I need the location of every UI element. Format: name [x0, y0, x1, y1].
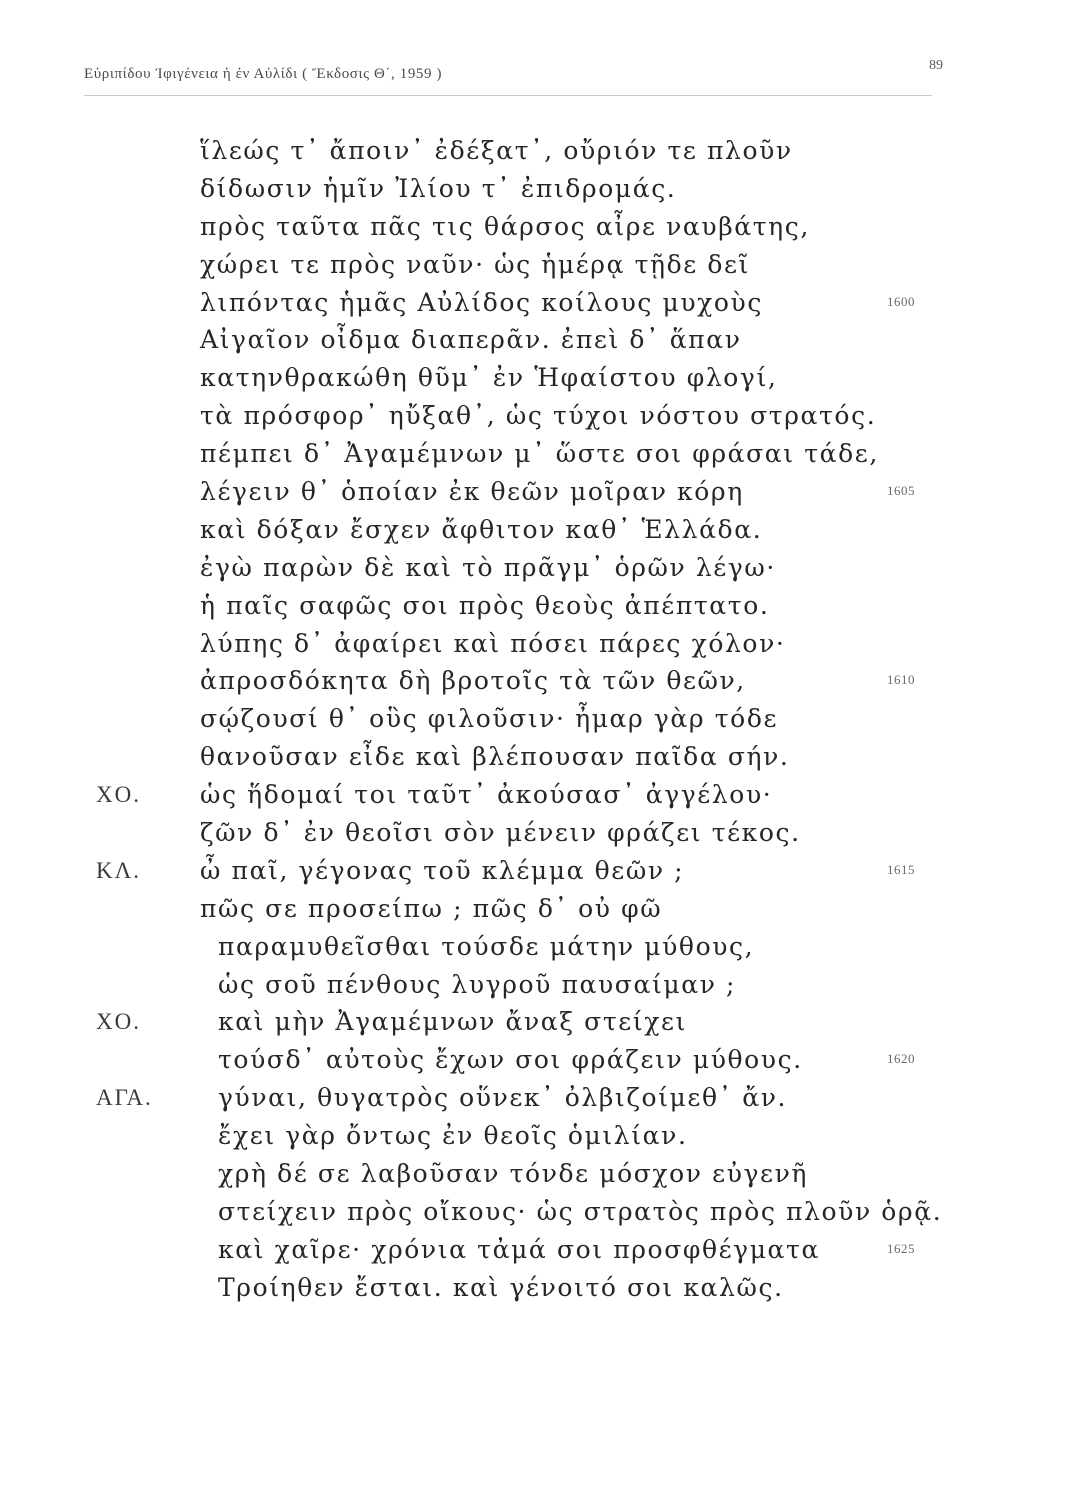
verse-line: [0, 1003, 1071, 1041]
verse-text: δίδωσιν ἡμῖν Ἰλίου τ᾽ ἐπιδρομάς.: [200, 173, 677, 203]
verse-text: κατηνθρακώθη θῦμ᾽ ἐν Ἡφαίστου φλογί,: [200, 363, 778, 393]
verse-text: ὡς ἥδομαί τοι ταῦτ᾽ ἀκούσασ᾽ ἀγγέλου·: [200, 780, 773, 810]
verse-text: ἔχει γὰρ ὄντως ἐν θεοῖς ὁμιλίαν.: [218, 1121, 688, 1151]
line-number: 1605: [887, 483, 915, 499]
verse-text: θανοῦσαν εἶδε καὶ βλέπουσαν παῖδα σήν.: [200, 742, 790, 772]
line-number: 1610: [887, 672, 915, 688]
verse-text: ἐγὼ παρὼν δὲ καὶ τὸ πρᾶγμ᾽ ὁρῶν λέγω·: [200, 552, 776, 582]
verse-text: χρὴ δέ σε λαβοῦσαν τόνδε μόσχον εὐγενῆ: [218, 1159, 808, 1189]
verse-text: ἀπροσδόκητα δὴ βροτοῖς τὰ τῶν θεῶν,: [200, 666, 746, 696]
verse-text: ἵλεώς τ᾽ ἄποιν᾽ ἐδέξατ᾽, οὔριόν τε πλοῦν: [200, 136, 793, 165]
verse-text: ἡ παῖς σαφῶς σοι πρὸς θεοὺς ἀπέπτατο.: [200, 590, 770, 620]
verse-line: [0, 208, 1071, 246]
verse-line: [0, 284, 1071, 322]
verse-text: ὡς σοῦ πένθους λυγροῦ παυσαίμαν ;: [218, 969, 737, 999]
verse-text: λέγειν θ᾽ ὁποίαν ἐκ θεῶν μοῖραν κόρη: [200, 477, 744, 507]
verse-text: πέμπει δ᾽ Ἀγαμέμνων μ᾽ ὥστε σοι φράσαι τάδε,: [200, 439, 879, 469]
verse-line: [0, 1155, 1071, 1193]
verse-line: [0, 549, 1071, 587]
verse-line: [0, 397, 1071, 435]
verse-line: [0, 966, 1071, 1004]
verse-line: [0, 852, 1071, 890]
verse-line: [0, 700, 1071, 738]
verse-line: [0, 1079, 1071, 1117]
verse-line: [0, 776, 1071, 814]
speaker-label: ΑΓΑ.: [96, 1085, 153, 1111]
verse-line: [0, 890, 1071, 928]
verse-line: [0, 625, 1071, 663]
line-number: 1625: [887, 1240, 915, 1256]
verse-line: [0, 1041, 1071, 1079]
verse-line: [0, 662, 1071, 700]
verse-line: [0, 435, 1071, 473]
verse-line: [0, 321, 1071, 359]
line-number: 1615: [887, 861, 915, 877]
header-rule: [84, 95, 932, 96]
verse-text: καὶ δόξαν ἔσχεν ἄφθιτον καθ᾽ Ἑλλάδα.: [200, 514, 763, 544]
verse-text: λύπης δ᾽ ἀφαίρει καὶ πόσει πάρες χόλον·: [200, 628, 786, 658]
verse-line: [0, 170, 1071, 208]
verse-block: [0, 132, 1071, 1307]
verse-text: παραμυθεῖσθαι τούσδε μάτην μύθους,: [218, 931, 755, 961]
verse-text: πῶς σε προσείπω ; πῶς δ᾽ οὐ φῶ: [200, 893, 663, 923]
verse-line: [0, 1269, 1071, 1307]
verse-text: καὶ μὴν Ἀγαμέμνων ἄναξ στείχει: [218, 1007, 687, 1037]
verse-text: γύναι, θυγατρὸς οὕνεκ᾽ ὀλβιζοίμεθ᾽ ἄν.: [218, 1083, 788, 1113]
verse-line: [0, 359, 1071, 397]
verse-text: τὰ πρόσφορ᾽ ηὔξαθ᾽, ὡς τύχοι νόστου στρατός.: [200, 401, 877, 431]
verse-text: Τροίηθεν ἔσται. καὶ γένοιτό σοι καλῶς.: [218, 1272, 784, 1302]
verse-text: στείχειν πρὸς οἴκους· ὡς στρατὸς πρὸς πλοῦν ὁρᾷ.: [218, 1196, 943, 1226]
speaker-label: ΧΟ.: [96, 782, 141, 808]
verse-text: χώρει τε πρὸς ναῦν· ὡς ἡμέρᾳ τῇδε δεῖ: [200, 249, 750, 279]
verse-line: [0, 246, 1071, 284]
verse-line: [0, 1117, 1071, 1155]
line-number: 1620: [887, 1051, 915, 1067]
verse-text: λιπόντας ἡμᾶς Αὐλίδος κοίλους μυχοὺς: [200, 287, 763, 317]
verse-line: [0, 928, 1071, 966]
verse-line: [0, 1193, 1071, 1231]
verse-line: [0, 132, 1071, 170]
running-header: Εὐριπίδου Ἰφιγένεια ἡ ἐν Αὐλίδι ( Ἔκδοσις Θ΄, 1959 ): [84, 66, 443, 82]
verse-text: ὦ παῖ, γέγονας τοῦ κλέμμα θεῶν ;: [200, 855, 685, 885]
verse-text: ζῶν δ᾽ ἐν θεοῖσι σὸν μένειν φράζει τέκος.: [200, 818, 801, 848]
speaker-label: ΧΟ.: [96, 1009, 141, 1035]
verse-line: [0, 587, 1071, 625]
verse-text: καὶ χαῖρε· χρόνια τἀμά σοι προσφθέγματα: [218, 1234, 820, 1264]
verse-text: σῴζουσί θ᾽ οὓς φιλοῦσιν· ἦμαρ γὰρ τόδε: [200, 704, 779, 734]
verse-line: [0, 738, 1071, 776]
verse-line: [0, 473, 1071, 511]
verse-text: Αἰγαῖον οἶδμα διαπερᾶν. ἐπεὶ δ᾽ ἅπαν: [200, 325, 742, 355]
verse-line: [0, 1231, 1071, 1269]
verse-text: τούσδ᾽ αὐτοὺς ἔχων σοι φράζειν μύθους.: [218, 1045, 803, 1075]
verse-line: [0, 814, 1071, 852]
verse-text: πρὸς ταῦτα πᾶς τις θάρσος αἶρε ναυβάτης,: [200, 211, 810, 241]
page-number: 89: [929, 58, 943, 73]
verse-line: [0, 511, 1071, 549]
speaker-label: ΚΛ.: [96, 857, 142, 883]
line-number: 1600: [887, 293, 915, 309]
